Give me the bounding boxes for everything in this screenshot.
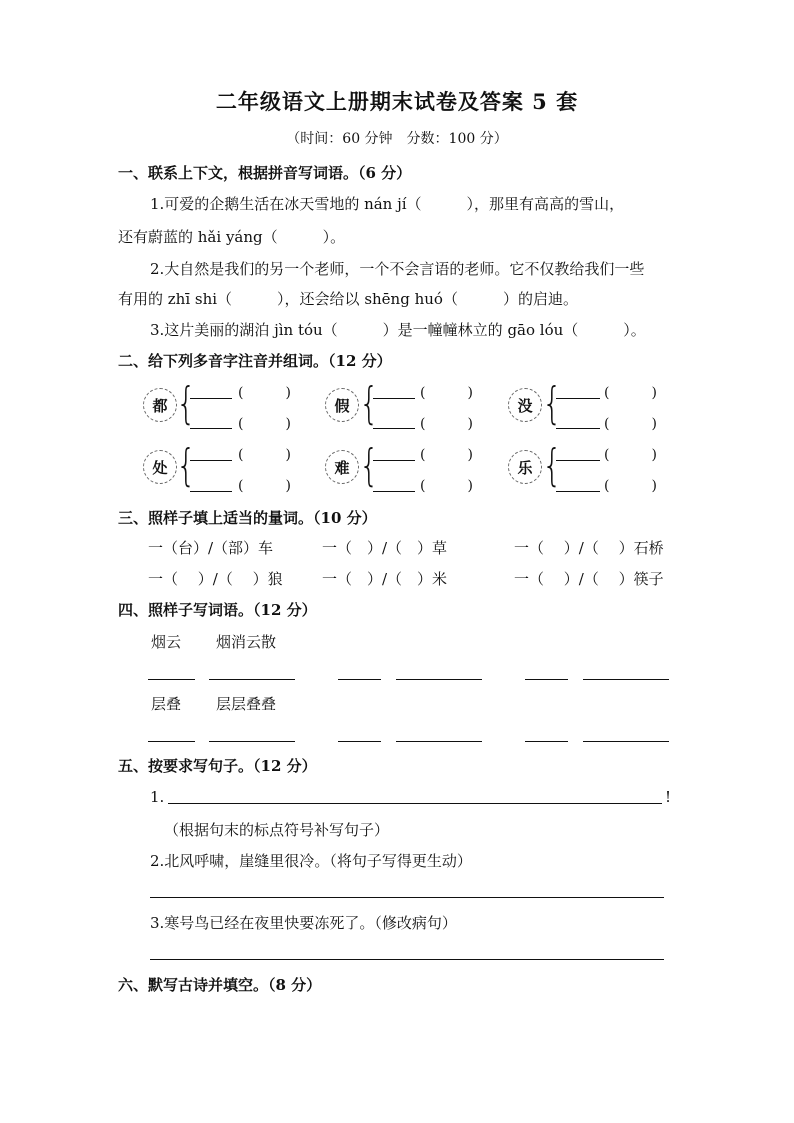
page-subtitle: （时间：60 分钟 分数：100 分）	[286, 131, 508, 147]
pinyin-paren: ( )	[604, 416, 657, 432]
answer-line[interactable]	[525, 741, 568, 742]
brace-icon: {	[359, 440, 379, 491]
answer-line[interactable]	[190, 460, 232, 461]
answer-line[interactable]	[148, 679, 195, 680]
section-1-line-3: 2.大自然是我们的另一个老师，一个不会言语的老师。它不仅教给我们一些	[150, 260, 645, 278]
polyphone-char: 难	[325, 450, 359, 484]
answer-line[interactable]	[338, 679, 381, 680]
answer-line[interactable]	[583, 741, 669, 742]
pinyin-paren: ( )	[238, 416, 291, 432]
example-phrase: 层层叠叠	[216, 695, 277, 713]
brace-icon: {	[176, 378, 196, 429]
example-word: 烟云	[151, 633, 182, 651]
answer-line[interactable]	[338, 741, 381, 742]
section-3-heading: 三、照样子填上适当的量词。（10 分）	[118, 509, 377, 527]
question-1-number: 1.	[150, 788, 165, 806]
answer-line[interactable]	[373, 460, 415, 461]
measure-word-item: 一（ ）/（ ）草	[322, 539, 448, 557]
pinyin-paren: ( )	[420, 447, 473, 463]
brace-icon: {	[542, 378, 562, 429]
answer-line[interactable]	[373, 491, 415, 492]
measure-word-item: 一（ ）/（ ）米	[322, 570, 448, 588]
answer-line[interactable]	[190, 398, 232, 399]
section-5-heading: 五、按要求写句子。（12 分）	[118, 757, 317, 775]
polyphone-char: 没	[508, 388, 542, 422]
pinyin-paren: ( )	[238, 385, 291, 401]
measure-word-item: 一（ ）/（ ）石桥	[514, 539, 664, 557]
pinyin-paren: ( )	[420, 416, 473, 432]
answer-line[interactable]	[373, 398, 415, 399]
polyphone-char: 乐	[508, 450, 542, 484]
question-1-note: （根据句末的标点符号补写句子）	[164, 821, 390, 839]
brace-icon: {	[176, 440, 196, 491]
section-6-heading: 六、默写古诗并填空。（8 分）	[118, 976, 322, 994]
answer-line[interactable]	[190, 491, 232, 492]
pinyin-paren: ( )	[238, 478, 291, 494]
section-1-line-5: 3.这片美丽的湖泊 jìn tóu（ ）是一幢幢林立的 gāo lóu（ ）。	[150, 321, 646, 339]
answer-line[interactable]	[150, 959, 664, 960]
answer-line[interactable]	[209, 741, 295, 742]
answer-line[interactable]	[373, 428, 415, 429]
section-1-heading: 一、联系上下文，根据拼音写词语。（6 分）	[118, 164, 412, 182]
answer-line[interactable]	[396, 679, 482, 680]
polyphone-char: 都	[143, 388, 177, 422]
answer-line[interactable]	[556, 428, 600, 429]
answer-line[interactable]	[168, 803, 662, 804]
section-2-heading: 二、给下列多音字注音并组词。（12 分）	[118, 352, 392, 370]
pinyin-paren: ( )	[604, 478, 657, 494]
section-1-line-2: 还有蔚蓝的 hǎi yáng（ ）。	[118, 228, 346, 246]
section-1-line-1: 1.可爱的企鹅生活在冰天雪地的 nán jí（ ），那里有高高的雪山，	[150, 195, 625, 213]
answer-line[interactable]	[148, 741, 195, 742]
question-3-text: 3.寒号鸟已经在夜里快要冻死了。（修改病句）	[150, 914, 457, 932]
answer-line[interactable]	[556, 398, 600, 399]
answer-line[interactable]	[525, 679, 568, 680]
pinyin-paren: ( )	[604, 447, 657, 463]
pinyin-paren: ( )	[238, 447, 291, 463]
question-2-text: 2.北风呼啸，崖缝里很冷。（将句子写得更生动）	[150, 852, 472, 870]
answer-line[interactable]	[396, 741, 482, 742]
measure-word-item: 一（台）/（部）车	[148, 539, 274, 557]
example-word: 层叠	[151, 695, 182, 713]
pinyin-paren: ( )	[604, 385, 657, 401]
measure-word-item: 一（ ）/（ ）筷子	[514, 570, 664, 588]
example-phrase: 烟消云散	[216, 633, 277, 651]
brace-icon: {	[359, 378, 379, 429]
page-title: 二年级语文上册期末试卷及答案 5 套	[215, 89, 579, 114]
answer-line[interactable]	[583, 679, 669, 680]
polyphone-char: 假	[325, 388, 359, 422]
section-4-heading: 四、照样子写词语。（12 分）	[118, 601, 317, 619]
polyphone-char: 处	[143, 450, 177, 484]
answer-line[interactable]	[556, 491, 600, 492]
answer-line[interactable]	[150, 897, 664, 898]
section-1-line-4: 有用的 zhī shi（ ），还会给以 shēng huó（ ）的启迪。	[118, 290, 578, 308]
pinyin-paren: ( )	[420, 385, 473, 401]
pinyin-paren: ( )	[420, 478, 473, 494]
answer-line[interactable]	[209, 679, 295, 680]
measure-word-item: 一（ ）/（ ）狼	[148, 570, 283, 588]
brace-icon: {	[542, 440, 562, 491]
answer-line[interactable]	[556, 460, 600, 461]
question-1-end-mark: !	[665, 788, 672, 806]
answer-line[interactable]	[190, 428, 232, 429]
